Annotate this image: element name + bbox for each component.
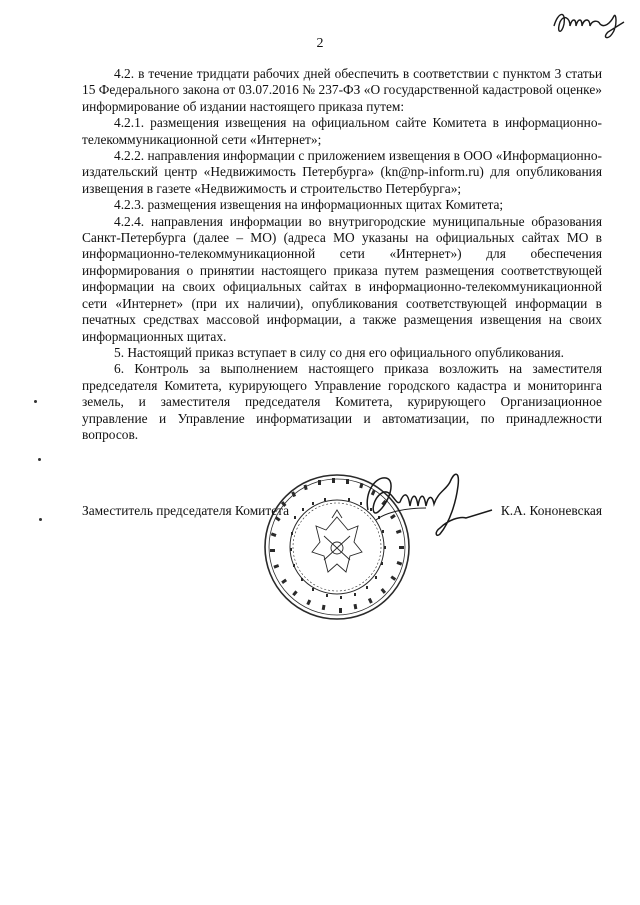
signer-name: К.А. Кононевская [500,503,602,518]
margin-mark [38,458,41,461]
handwritten-signature [356,462,496,542]
margin-mark [34,400,37,403]
paragraph-6: 6. Контроль за выполнением настоящего приказа возложить на заместителя председателя Комитета, курирующего Управление городского кадастра и мониторинга земель, и заместителя председателя Комитета, курирующего Организационное управление и Управление информатизации и автоматизации, по принадлежности вопросов. [82,361,602,442]
margin-mark [39,518,42,521]
signer-title: Заместитель председателя Комитета [82,503,290,518]
page-number: 2 [316,36,324,51]
paragraph-4-2-2: 4.2.2. направления информации с приложением извещения в ООО «Информационно-издательский центр «Недвижимость Петербурга» (kn@np-inform.ru) для опубликования извещения в газете «Недвижимость и строительство Петербурга»; [82,148,602,196]
paragraph-4-2: 4.2. в течение тридцати рабочих дней обеспечить в соответствии с пунктом 3 статьи 15 Федерального закона от 03.07.2016 № 237-ФЗ «О государственной кадастровой оценке» информирование об издании настоящего приказа путем: [82,66,602,114]
paragraph-5: 5. Настоящий приказ вступает в силу со дня его официального опубликования. [114,344,564,360]
paragraph-4-2-3: 4.2.3. размещения извещения на информационных щитах Комитета; [114,197,504,213]
document-body [82,66,602,443]
paragraph-4-2-1: 4.2.1. размещения извещения на официальном сайте Комитета в информационно-телекоммуникационной сети «Интернет»; [82,115,602,147]
paragraph-4-2-4: 4.2.4. направления информации во внутригородские муниципальные образования Санкт-Петербурга (далее – МО) (адреса МО указаны на официальных сайтах МО в информационно-телекоммуникационной сети «Интернет») для обеспечения информирования о принятии настоящего приказа путем размещения соответствующей информации на своих официальных сайтах в информационно-телекоммуникационной сети «Интернет» (при их наличии), опубликования соответствующей информации в печатных средствах массовой информации, а также размещения извещения на своих информационных щитах. [82,213,602,344]
